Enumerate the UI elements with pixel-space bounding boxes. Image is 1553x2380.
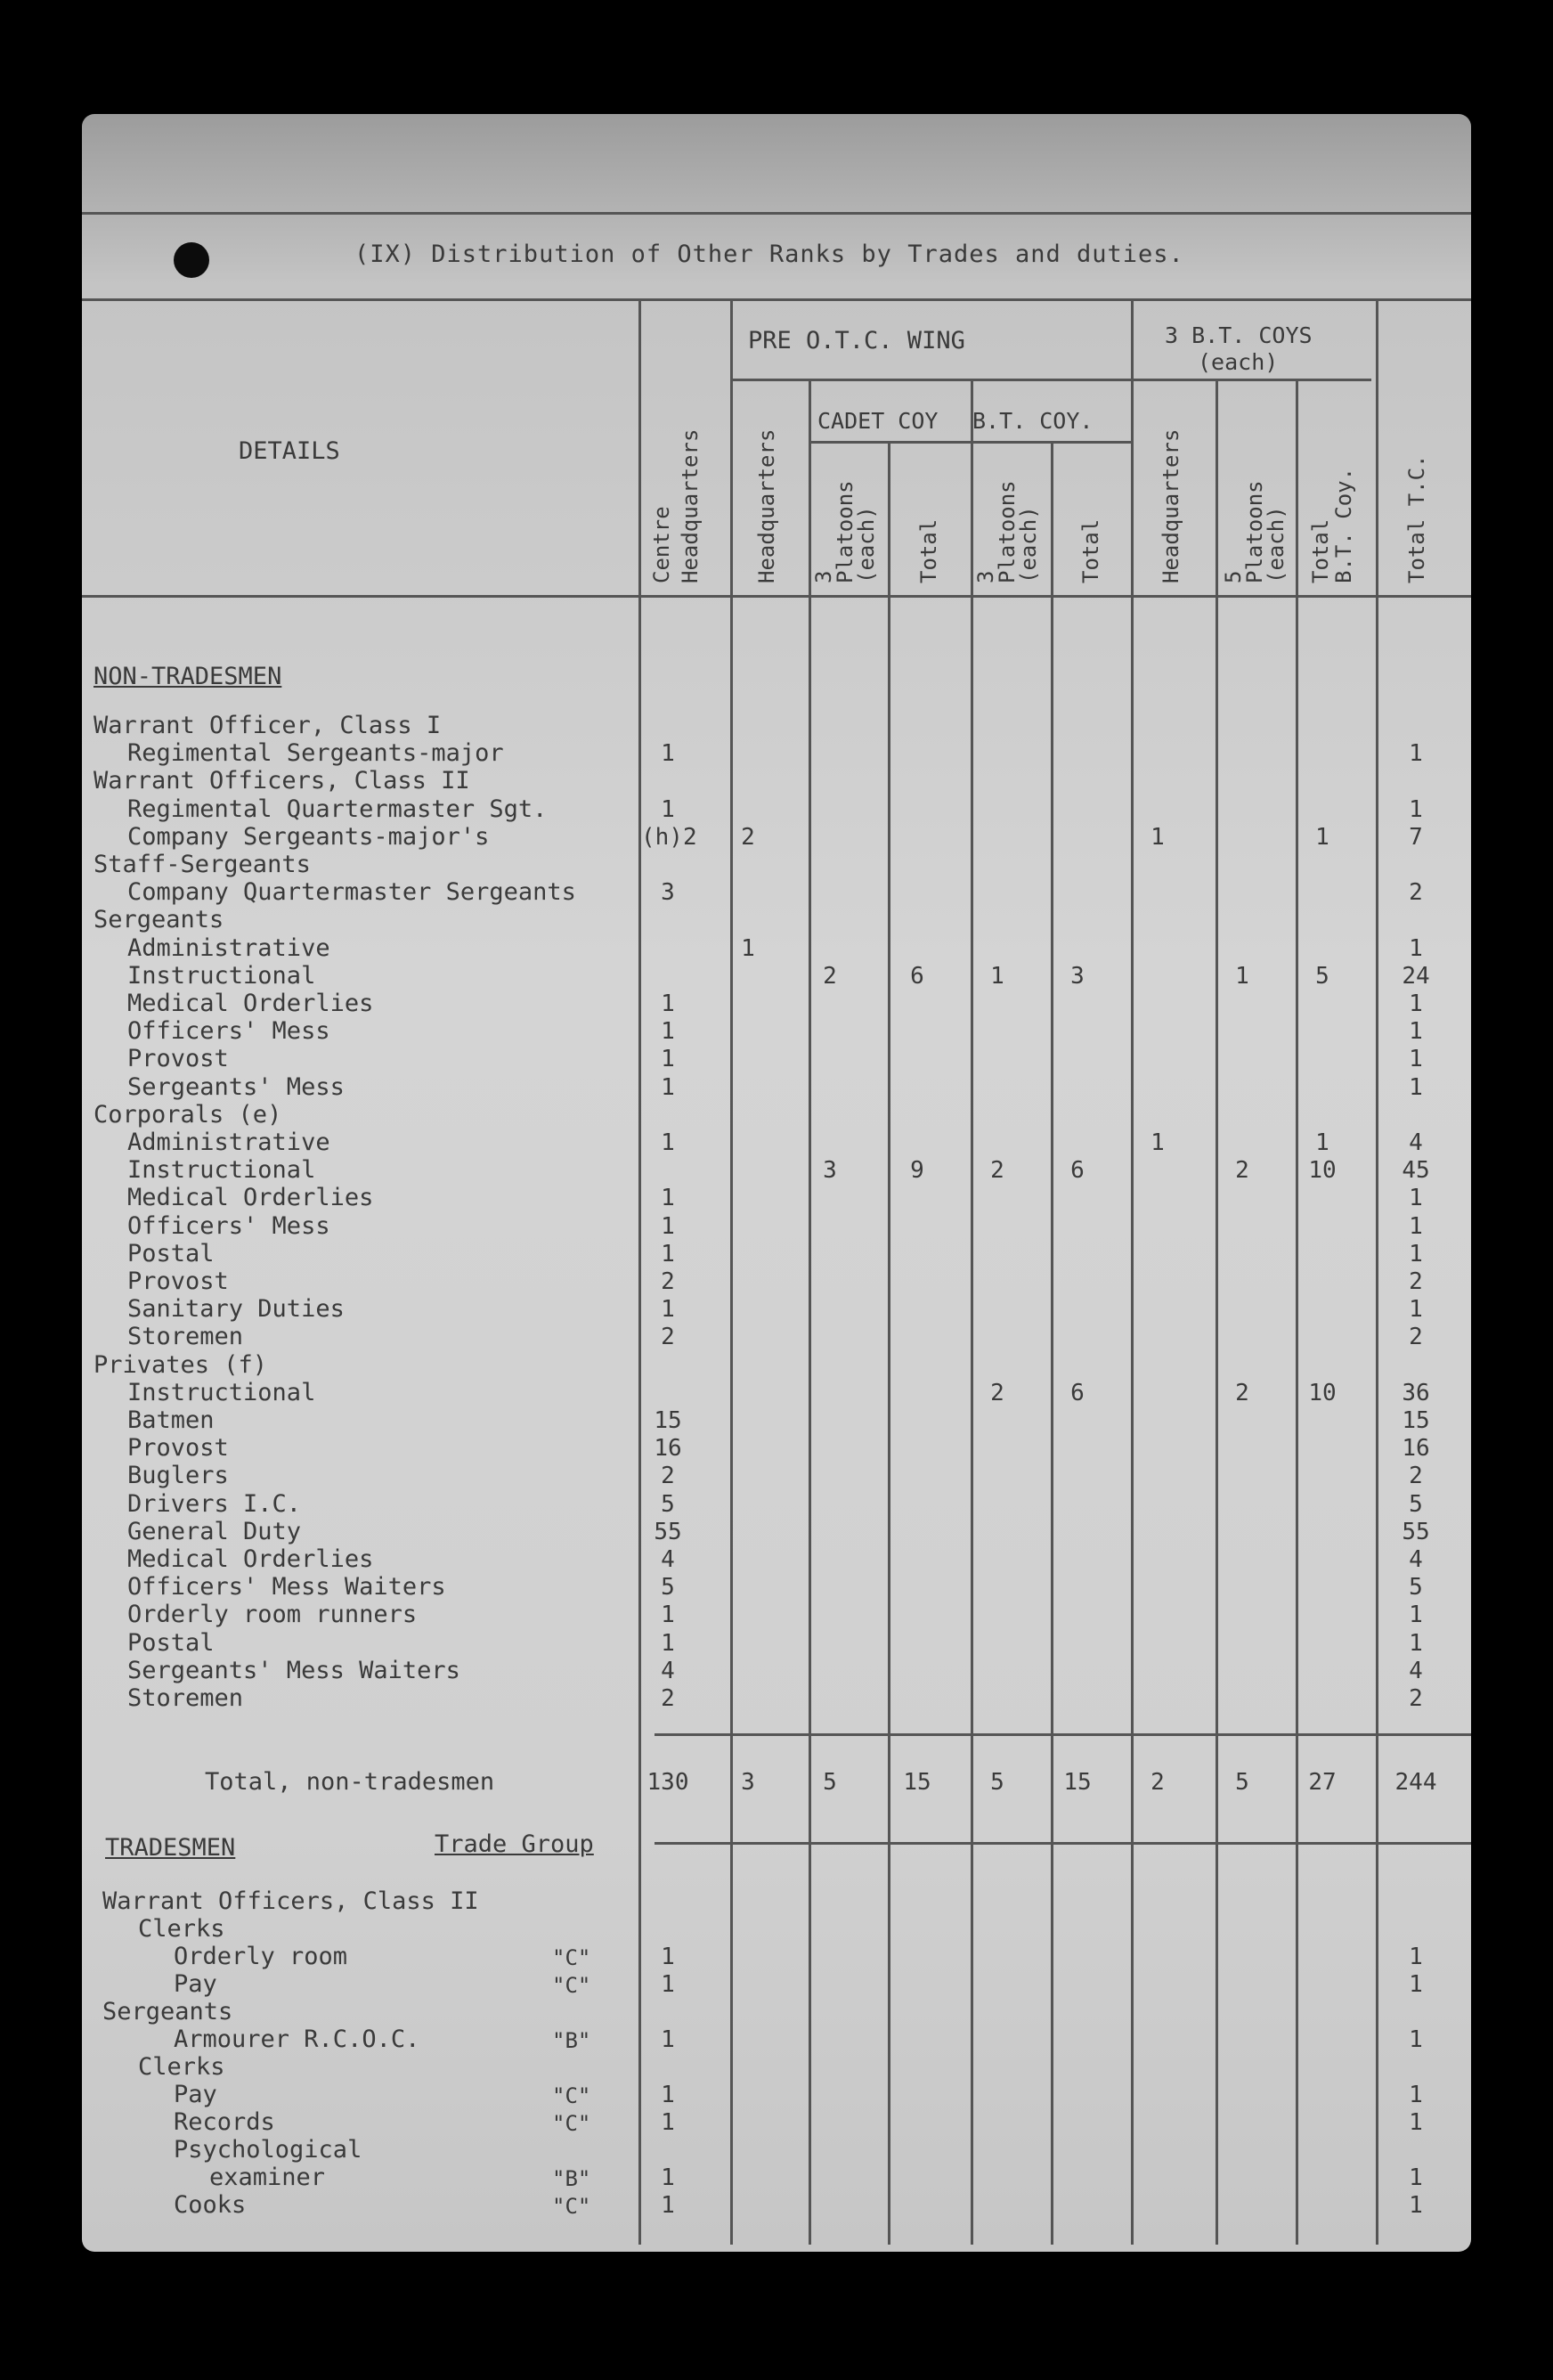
punch-hole [174,242,209,278]
row-value: 2 [1409,1324,1423,1351]
row-value: 10 [1308,1157,1337,1185]
row-label: Company Sergeants-major's [127,822,490,851]
centre-hq-header: Centre [649,506,674,583]
total-row-value: 5 [990,1769,1004,1796]
trade-row-label: Psychological [174,2136,362,2164]
row-value: 6 [910,962,924,990]
row-value: 55 [1402,1518,1430,1545]
row-label: Batmen [127,1406,215,1434]
row-label: Officers' Mess Waiters [127,1573,446,1602]
row-value: 2 [661,1685,675,1712]
row-value: 55 [654,1518,682,1545]
row-value: 1 [1409,1296,1423,1324]
row-value: 1 [661,1602,675,1629]
row-value: 1 [661,1129,675,1156]
row-value: 3 [823,1157,837,1185]
rule-total-top [655,1733,1471,1736]
col-rule [730,298,733,2245]
bt-coys-header: 3 B.T. COYS [1165,322,1313,348]
row-label: Instructional [127,1378,316,1406]
trade-group: "C" [552,2194,591,2219]
trade-row-label: Records [174,2108,275,2136]
trade-row-label: Clerks [138,1915,225,1943]
trade-row-value: 1 [661,1944,675,1970]
trade-group-heading: Trade Group [435,1830,594,1858]
col-rule [1296,379,1298,2245]
row-label: Storemen [127,1684,244,1712]
row-value: 2 [1409,1685,1423,1712]
col-rule [1051,441,1053,2245]
row-value: 2 [1235,1157,1249,1185]
row-label: Provost [127,1267,229,1295]
row-label: Privates (f) [94,1350,268,1379]
cadet-total-header: Total [916,518,941,583]
rule-header-top [82,298,1471,301]
row-label: Medical Orderlies [127,1184,374,1212]
row-value: 9 [910,1157,924,1185]
tradesmen-heading: TRADESMEN [105,1834,236,1862]
total-row-value: 2 [1151,1769,1165,1796]
row-value: 1 [661,1073,675,1101]
row-value: 1 [1409,1629,1423,1657]
row-label: Instructional [127,1156,316,1185]
row-value: 2 [990,1157,1004,1185]
cadet-platoons-header-3: (each) [854,506,879,583]
total-row-value: 15 [1063,1769,1092,1796]
row-value: 1 [1409,1018,1423,1046]
cadet-platoons-header-1: 3 [811,570,836,583]
row-value: 4 [1409,1546,1423,1573]
row-value: 7 [1409,823,1423,851]
total-bt-coy-header-2: B.T. Coy. [1331,467,1356,583]
trade-row-value: 1 [1409,2192,1423,2219]
document-title: (IX) Distribution of Other Ranks by Trades and duties. [354,240,1184,268]
row-value: 5 [661,1574,675,1602]
row-label: Postal [127,1628,215,1657]
row-value: 3 [661,879,675,907]
row-value: 1 [1235,962,1249,990]
row-value: 45 [1402,1157,1430,1185]
row-label: Sanitary Duties [127,1295,345,1324]
trade-group: "C" [552,2111,591,2136]
row-value: 2 [823,962,837,990]
row-value: 4 [661,1657,675,1684]
bt-coy-header: B.T. COY. [972,408,1094,434]
row-value: 6 [1070,1379,1085,1406]
row-value: 1 [1409,934,1423,962]
trade-row-value: 1 [661,2026,675,2053]
row-value: 2 [1235,1379,1249,1406]
row-label: Regimental Sergeants-major [127,739,504,768]
total-row-value: 5 [823,1769,837,1796]
total-row-value: 130 [646,1769,689,1796]
row-label: Officers' Mess [127,1017,330,1046]
row-value: 15 [1402,1407,1430,1434]
trade-row-value: 1 [661,2164,675,2191]
trade-row-label: Sergeants [102,1998,233,2025]
row-value: 1 [1409,990,1423,1017]
row-value: 1 [661,1240,675,1267]
row-value: 16 [654,1435,682,1463]
col-rule [809,379,811,2245]
btcoys-platoons-header-3: (each) [1264,506,1289,583]
row-label: Warrant Officer, Class I [94,712,442,739]
bt-coys-each: (each) [1198,349,1279,375]
row-value: 2 [741,823,755,851]
row-value: 4 [661,1546,675,1573]
row-value: 1 [661,1629,675,1657]
rule-total-bottom [655,1842,1471,1845]
row-value: 2 [661,1463,675,1490]
trade-group: "B" [552,2028,591,2053]
row-value: 16 [1402,1435,1430,1463]
row-value: 4 [1409,1657,1423,1684]
row-value: 1 [1409,1073,1423,1101]
row-value: 1 [1315,823,1329,851]
row-value: 1 [1409,1046,1423,1073]
row-label: General Duty [127,1517,302,1545]
row-label: Medical Orderlies [127,1545,374,1573]
col-rule [1216,379,1218,2245]
row-value: 1 [661,1296,675,1324]
trade-row-label: Warrant Officers, Class II [102,1887,479,1915]
centre-hq-header-2: Headquarters [678,428,703,583]
row-value: 2 [1409,1268,1423,1295]
pre-otc-hq-header: Headquarters [754,428,779,583]
row-label: Administrative [127,1129,330,1156]
cadet-platoons-header-2: Platoons [833,480,858,583]
row-label: Sergeants' Mess [127,1072,345,1101]
trade-row-label: examiner [209,2164,326,2191]
row-label: Sergeants [94,906,224,934]
trade-group: "C" [552,2083,591,2108]
row-label: Provost [127,1434,229,1463]
total-row-value: 15 [903,1769,931,1796]
row-label: Buglers [127,1462,229,1490]
row-value: 2 [1409,1463,1423,1490]
total-bt-coy-header-1: Total [1308,518,1333,583]
row-value: 1 [741,934,755,962]
btcoys-platoons-header-2: Platoons [1242,480,1267,583]
row-value: 1 [1151,823,1165,851]
total-row-value: 27 [1308,1769,1337,1796]
trade-row-value: 1 [1409,1971,1423,1998]
trade-row-value: 1 [661,1971,675,1998]
row-label: Corporals (e) [94,1100,282,1129]
col-rule [971,379,973,2245]
row-value: 1 [990,962,1004,990]
row-value: 36 [1402,1379,1430,1406]
trade-row-value: 1 [1409,2082,1423,2108]
row-label: Instructional [127,961,316,990]
total-row-label: Total, non-tradesmen [205,1768,495,1796]
row-label: Company Quartermaster Sergeants [127,878,576,907]
row-label: Storemen [127,1323,244,1351]
rule-header-bottom [82,595,1471,598]
row-label: Regimental Quartermaster Sgt. [127,795,548,823]
row-value: (h)2 [641,823,697,851]
total-tc-header: Total T.C. [1404,454,1429,583]
row-value: 1 [1315,1129,1329,1156]
row-label: Warrant Officers, Class II [94,767,470,795]
non-tradesmen-heading: NON-TRADESMEN [94,663,282,690]
total-row-value: 5 [1235,1769,1249,1796]
row-value: 1 [1409,795,1423,823]
row-value: 1 [1151,1129,1165,1156]
trade-row-label: Pay [174,1970,217,1998]
trade-row-label: Orderly room [174,1943,348,1970]
trade-row-value: 1 [1409,2164,1423,2191]
row-value: 10 [1308,1379,1337,1406]
row-value: 2 [990,1379,1004,1406]
row-value: 1 [1409,1602,1423,1629]
trade-row-value: 1 [661,2192,675,2219]
rule-wing-header [730,379,1371,381]
row-value: 2 [661,1324,675,1351]
total-row-value: 3 [741,1769,755,1796]
row-label: Medical Orderlies [127,990,374,1017]
trade-row-label: Pay [174,2081,217,2108]
row-value: 1 [1409,1240,1423,1267]
cadet-coy-header: CADET COY [817,408,939,434]
row-value: 1 [661,1185,675,1212]
row-value: 15 [654,1407,682,1434]
row-value: 5 [1409,1490,1423,1518]
trade-row-label: Armourer R.C.O.C. [174,2025,420,2053]
row-value: 1 [661,990,675,1017]
row-label: Drivers I.C. [127,1489,302,1518]
row-value: 1 [661,795,675,823]
row-label: Officers' Mess [127,1211,330,1240]
row-value: 1 [661,740,675,768]
row-label: Staff-Sergeants [94,851,311,878]
row-value: 4 [1409,1129,1423,1156]
row-label: Orderly room runners [127,1601,418,1629]
row-label: Administrative [127,933,330,962]
row-value: 1 [661,1046,675,1073]
trade-row-value: 1 [661,2109,675,2136]
pre-otc-wing-header: PRE O.T.C. WING [748,327,965,355]
row-value: 1 [1409,740,1423,768]
details-header: DETAILS [239,437,340,465]
trade-row-value: 1 [661,2082,675,2108]
row-value: 3 [1070,962,1085,990]
trade-row-label: Clerks [138,2053,225,2081]
trade-row-value: 1 [1409,1944,1423,1970]
bt-platoons-header-1: 3 [973,570,998,583]
btcoys-platoons-header-1: 5 [1221,570,1246,583]
row-value: 5 [661,1490,675,1518]
col-rule [1131,298,1134,2245]
trade-group: "B" [552,2166,591,2191]
row-value: 5 [1315,962,1329,990]
trade-row-value: 1 [1409,2109,1423,2136]
row-value: 1 [1409,1185,1423,1212]
trade-row-value: 1 [1409,2026,1423,2053]
rule-coy-header [809,441,1131,444]
row-value: 1 [661,1212,675,1240]
rule-top [82,212,1471,215]
trade-row-label: Cooks [174,2191,247,2219]
col-rule [888,441,890,2245]
row-label: Sergeants' Mess Waiters [127,1656,460,1684]
row-label: Postal [127,1239,215,1267]
row-value: 6 [1070,1157,1085,1185]
bt-platoons-header-3: (each) [1016,506,1041,583]
btcoys-hq-header: Headquarters [1159,428,1183,583]
total-row-value: 244 [1394,1769,1437,1796]
trade-group: "C" [552,1945,591,1970]
row-label: Provost [127,1045,229,1073]
trade-group: "C" [552,1973,591,1998]
row-value: 2 [1409,879,1423,907]
col-rule [1376,298,1378,2245]
row-value: 1 [1409,1212,1423,1240]
row-value: 2 [661,1268,675,1295]
bt-total-header: Total [1078,518,1103,583]
row-value: 24 [1402,962,1430,990]
row-value: 5 [1409,1574,1423,1602]
row-value: 1 [661,1018,675,1046]
bt-platoons-header-2: Platoons [995,480,1020,583]
